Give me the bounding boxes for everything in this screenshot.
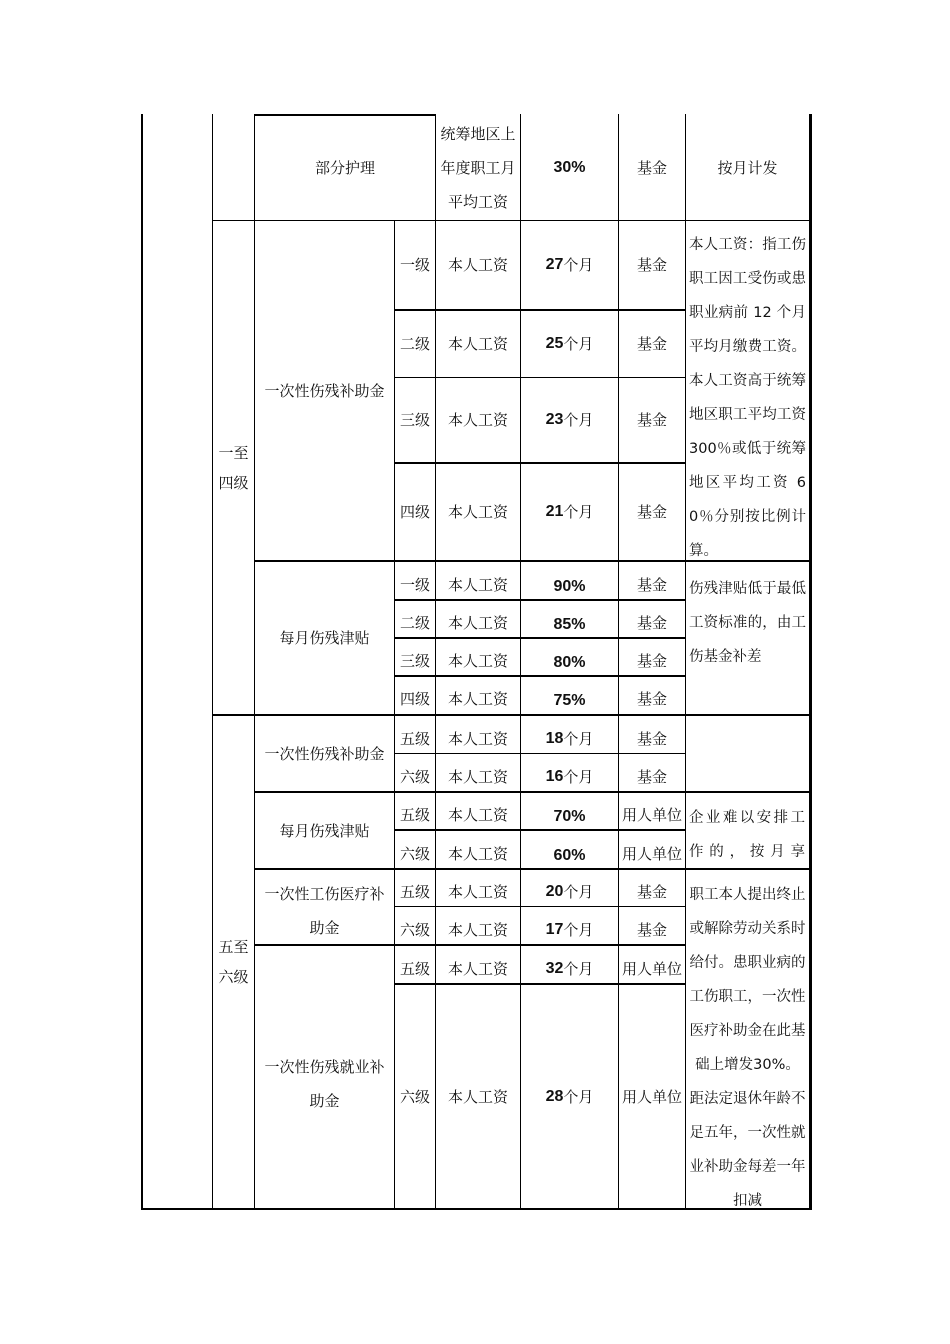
basis-cell <box>436 116 520 220</box>
amount-cell: 60% <box>553 846 586 864</box>
basis-cell: 本人工资 <box>447 729 508 748</box>
amount-cell: 27 个月 <box>545 256 594 274</box>
source-cell: 基金 <box>636 651 667 670</box>
level-cell: 一级 <box>399 256 430 274</box>
table-divider <box>394 753 686 754</box>
amount-cell: 80% <box>553 653 586 671</box>
amount-cell: 17 个月 <box>545 920 594 939</box>
source-cell: 基金 <box>636 729 667 748</box>
basis-cell: 本人工资 <box>447 613 508 632</box>
amount-cell: 18 个月 <box>545 729 594 748</box>
amount-cell: 30% <box>553 159 586 176</box>
level-cell: 五级 <box>399 882 430 901</box>
grade-label-1-4: 一至四级 <box>218 443 249 492</box>
basis-cell: 本人工资 <box>447 959 508 978</box>
basis-cell: 本人工资 <box>447 411 508 429</box>
basis-cell: 本人工资 <box>447 1087 508 1106</box>
amount-cell: 21 个月 <box>545 503 594 521</box>
basis-label: 统筹地区上年度职工月平均工资 <box>440 125 516 211</box>
table-border-right <box>809 114 812 1210</box>
source-cell: 基金 <box>636 613 667 632</box>
level-cell: 六级 <box>399 767 430 786</box>
source-cell: 基金 <box>636 159 667 177</box>
level-cell: 五级 <box>399 805 430 824</box>
table-divider <box>254 944 686 946</box>
basis-cell: 本人工资 <box>447 335 508 353</box>
note-cell: 本人工资：指工伤职工因工受伤或患职业病前 12 个月平均月缴费工资。本人工资高于统筹地区职工平均工资 300％或低于统筹地区平均工资 60％分别按比例计算。 <box>689 237 806 559</box>
note-cell: 伤残津贴低于最低工资标准的，由工伤基金补差 <box>689 581 806 665</box>
item-cell: 一次性伤残补助金 <box>264 381 385 400</box>
basis-cell: 本人工资 <box>447 767 508 786</box>
item-label: 部分护理 <box>314 159 375 177</box>
level-cell: 六级 <box>399 920 430 939</box>
amount-cell: 20 个月 <box>545 882 594 901</box>
source-cell: 基金 <box>636 920 667 939</box>
amount-cell: 85% <box>553 615 586 633</box>
source-cell: 用人单位 <box>621 959 682 978</box>
source-cell: 基金 <box>636 503 667 521</box>
basis-cell: 本人工资 <box>447 690 508 708</box>
source-cell: 用人单位 <box>621 1087 682 1106</box>
source-cell: 基金 <box>636 256 667 274</box>
basis-cell: 本人工资 <box>447 651 508 670</box>
source-cell: 基金 <box>636 767 667 786</box>
level-cell: 四级 <box>399 690 430 708</box>
note-cell: 企业难以安排工作的，按月享 <box>689 810 806 860</box>
basis-cell: 本人工资 <box>447 844 508 863</box>
table-border-bottom <box>141 1208 812 1210</box>
item-cell: 一次性工伤医疗补助金 <box>264 885 385 937</box>
basis-cell: 本人工资 <box>447 256 508 274</box>
item-cell: 一次性伤残就业补助金 <box>264 1058 385 1110</box>
item-cell: 每月伤残津贴 <box>279 629 370 647</box>
basis-cell: 本人工资 <box>447 805 508 824</box>
amount-cell: 16 个月 <box>545 767 594 786</box>
amount-cell: 75% <box>553 692 586 709</box>
level-cell: 六级 <box>399 1087 430 1106</box>
level-cell: 五级 <box>399 729 430 748</box>
level-cell: 六级 <box>399 844 430 863</box>
note-cell: 职工本人提出终止或解除劳动关系时给付。患职业病的工伤职工，一次性医疗补助金在此基础上增发30%。距法定退休年龄不足五年，一次性就业补助金每差一年扣减 <box>689 887 806 1208</box>
amount-cell: 90% <box>553 577 586 595</box>
basis-cell: 本人工资 <box>447 920 508 939</box>
item-cell: 每月伤残津贴 <box>279 821 370 840</box>
basis-cell: 本人工资 <box>447 882 508 901</box>
amount-cell: 28 个月 <box>545 1087 594 1106</box>
level-cell: 一级 <box>399 575 430 594</box>
amount-cell: 32 个月 <box>545 959 594 978</box>
table-divider <box>394 906 686 907</box>
basis-cell: 本人工资 <box>447 503 508 521</box>
amount-cell: 23 个月 <box>545 411 594 429</box>
source-cell: 基金 <box>636 882 667 901</box>
level-cell: 二级 <box>399 335 430 353</box>
source-cell: 基金 <box>636 411 667 429</box>
note-cell: 按月计发 <box>717 159 778 177</box>
item-cell <box>255 116 435 220</box>
source-cell: 用人单位 <box>621 844 682 863</box>
amount-cell: 70% <box>553 807 586 825</box>
source-cell: 用人单位 <box>621 805 682 824</box>
level-cell: 五级 <box>399 959 430 978</box>
source-cell: 基金 <box>636 335 667 353</box>
level-cell: 三级 <box>399 411 430 429</box>
source-cell: 基金 <box>636 690 667 708</box>
grade-label-5-6: 五至六级 <box>218 938 249 986</box>
item-cell: 一次性伤残补助金 <box>264 744 385 763</box>
level-cell: 四级 <box>399 503 430 521</box>
level-cell: 二级 <box>399 613 430 632</box>
level-cell: 三级 <box>399 651 430 670</box>
source-cell: 基金 <box>636 575 667 594</box>
basis-cell: 本人工资 <box>447 575 508 594</box>
amount-cell: 25 个月 <box>545 335 594 353</box>
table-border-left <box>141 114 143 1210</box>
